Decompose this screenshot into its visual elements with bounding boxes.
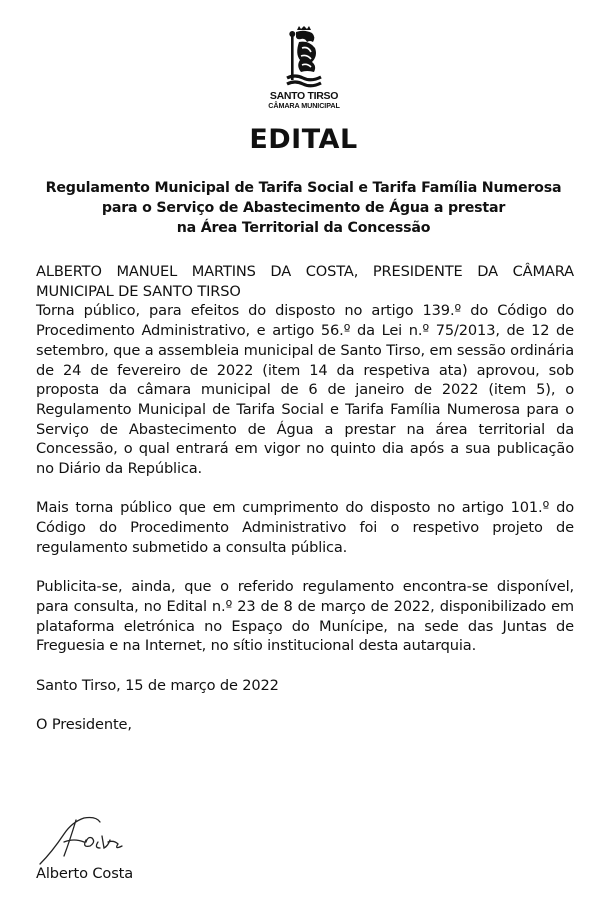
logo-line-1: SANTO TIRSO <box>269 90 339 102</box>
document-subtitle <box>20 178 587 238</box>
lion-crest-icon <box>283 26 325 90</box>
subtitle-line-1: Regulamento Municipal de Tarifa Social e Tarifa Família Numerosa <box>45 180 562 196</box>
subtitle-line-3: na Área Territorial da Concessão <box>176 220 431 236</box>
paragraph-2: Mais torna público que em cumprimento do disposto no artigo 101.º do Código do Procedimento Administrativo foi o respetivo projeto de regulamento submetido a consulta pública. <box>36 499 574 556</box>
paragraph-3: Publicita-se, ainda, que o referido regulamento encontra-se disponível, para consulta, no Edital n.º 23 de 8 de março de 2022, disponibilizado em plataforma eletrónica no Espaço do Munícipe, na sede das Juntas de Freguesia e na Internet, no sítio institucional desta autarquia. <box>36 578 574 655</box>
municipal-logo <box>266 26 342 116</box>
date-line: Santo Tirso, 15 de março de 2022 <box>36 676 279 694</box>
signature <box>34 812 154 872</box>
closing-line: O Presidente, <box>36 716 132 734</box>
president-heading: ALBERTO MANUEL MARTINS DA COSTA, PRESIDENTE DA CÂMARA MUNICIPAL DE SANTO TIRSO <box>36 263 574 300</box>
subtitle-line-2: para o Serviço de Abastecimento de Água a prestar <box>101 200 506 216</box>
logo-line-2: CÂMARA MUNICIPAL <box>268 101 340 110</box>
signatory-block <box>36 864 574 884</box>
handwritten-signature-icon <box>34 812 154 868</box>
signatory-name: Alberto Costa <box>36 865 134 882</box>
page-title: EDITAL <box>249 124 358 155</box>
document-body <box>36 262 574 735</box>
paragraph-1: Torna público, para efeitos do disposto no artigo 139.º do Código do Procedimento Administrativo, e artigo 56.º da Lei n.º 75/2013, de 12 de setembro, que a assembleia municipal de Santo Tirso, em sessão ordinária de 24 de fevereiro de 2022 (item 14 da respetiva ata) aprovou, sob proposta da câmara municipal de 6 de janeiro de 2022 (item 5), o Regulamento Municipal de Tarifa Social e Tarifa Família Numerosa para o Serviço de Abastecimento de Água a prestar na área territorial da Concessão, o qual entrará em vigor no quinto dia após a sua publicação no Diário da República. <box>36 302 574 478</box>
